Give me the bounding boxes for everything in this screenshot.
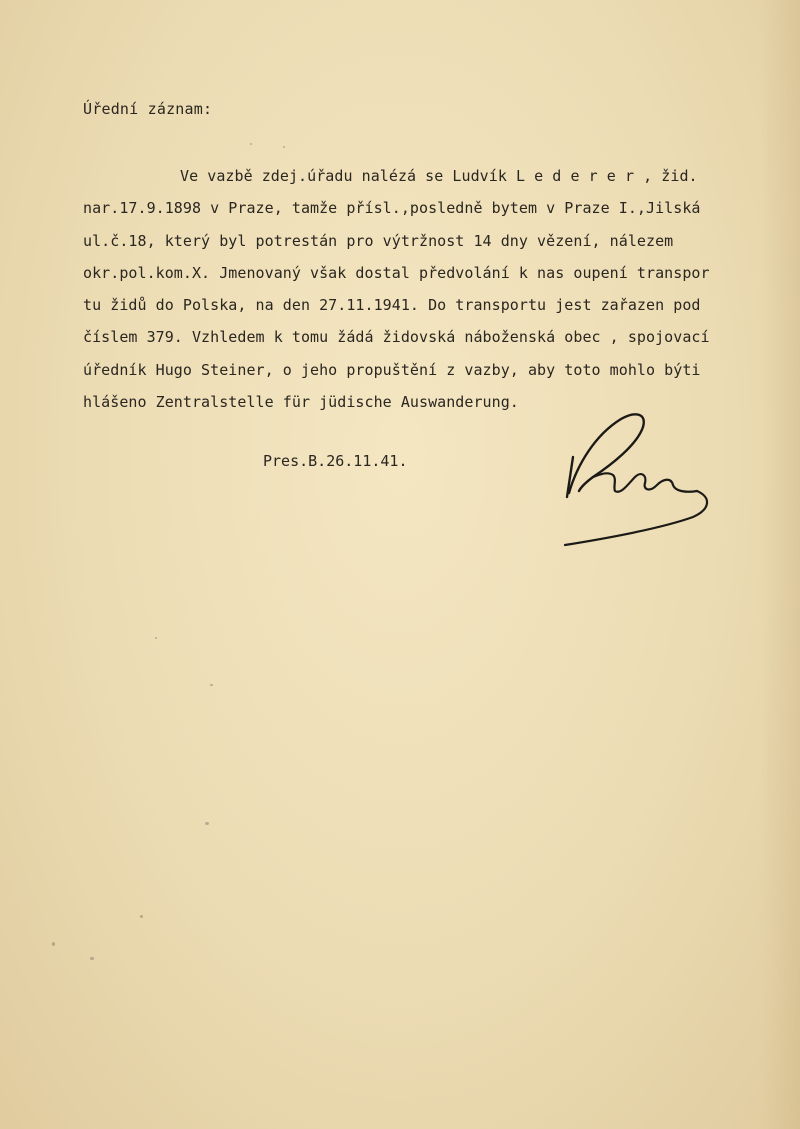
body-line: ul.č.18, který byl potrestán pro výtržnost 14 dny vězení, nálezem (83, 231, 674, 250)
document-body (83, 160, 763, 418)
paper-speck (90, 957, 94, 960)
body-line: tu židů do Polska, na den 27.11.1941. Do transportu jest zařazen pod (83, 296, 701, 315)
document-heading: Úřední záznam: (83, 100, 213, 118)
paper-edge-shading (760, 0, 800, 1129)
body-line: hlášeno Zentralstelle für jüdische Auswanderung. (83, 393, 519, 412)
paper-speck (52, 942, 55, 946)
paper-speck (140, 915, 143, 918)
body-line: číslem 379. Vzhledem k tomu žádá židovská náboženská obec , spojovací (83, 328, 710, 347)
body-line: okr.pol.kom.X. Jmenovaný však dostal předvolání k nas oupení transpor (83, 263, 710, 282)
paper-speck (283, 146, 285, 148)
paper-speck (155, 637, 157, 639)
dateline: Pres.B.26.11.41. (263, 452, 408, 470)
handwritten-signature (555, 405, 720, 555)
body-line: Ve vazbě zdej.úřadu nalézá se Ludvík L e d e r e r , žid. (180, 167, 698, 185)
paper-speck (250, 143, 252, 145)
body-line: nar.17.9.1898 v Praze, tamže přísl.,posledně bytem v Praze I.,Jilská (83, 199, 701, 218)
paper-speck (210, 684, 213, 686)
paper-speck (205, 822, 209, 825)
body-line: úředník Hugo Steiner, o jeho propuštění z vazby, aby toto mohlo býti (83, 360, 701, 379)
